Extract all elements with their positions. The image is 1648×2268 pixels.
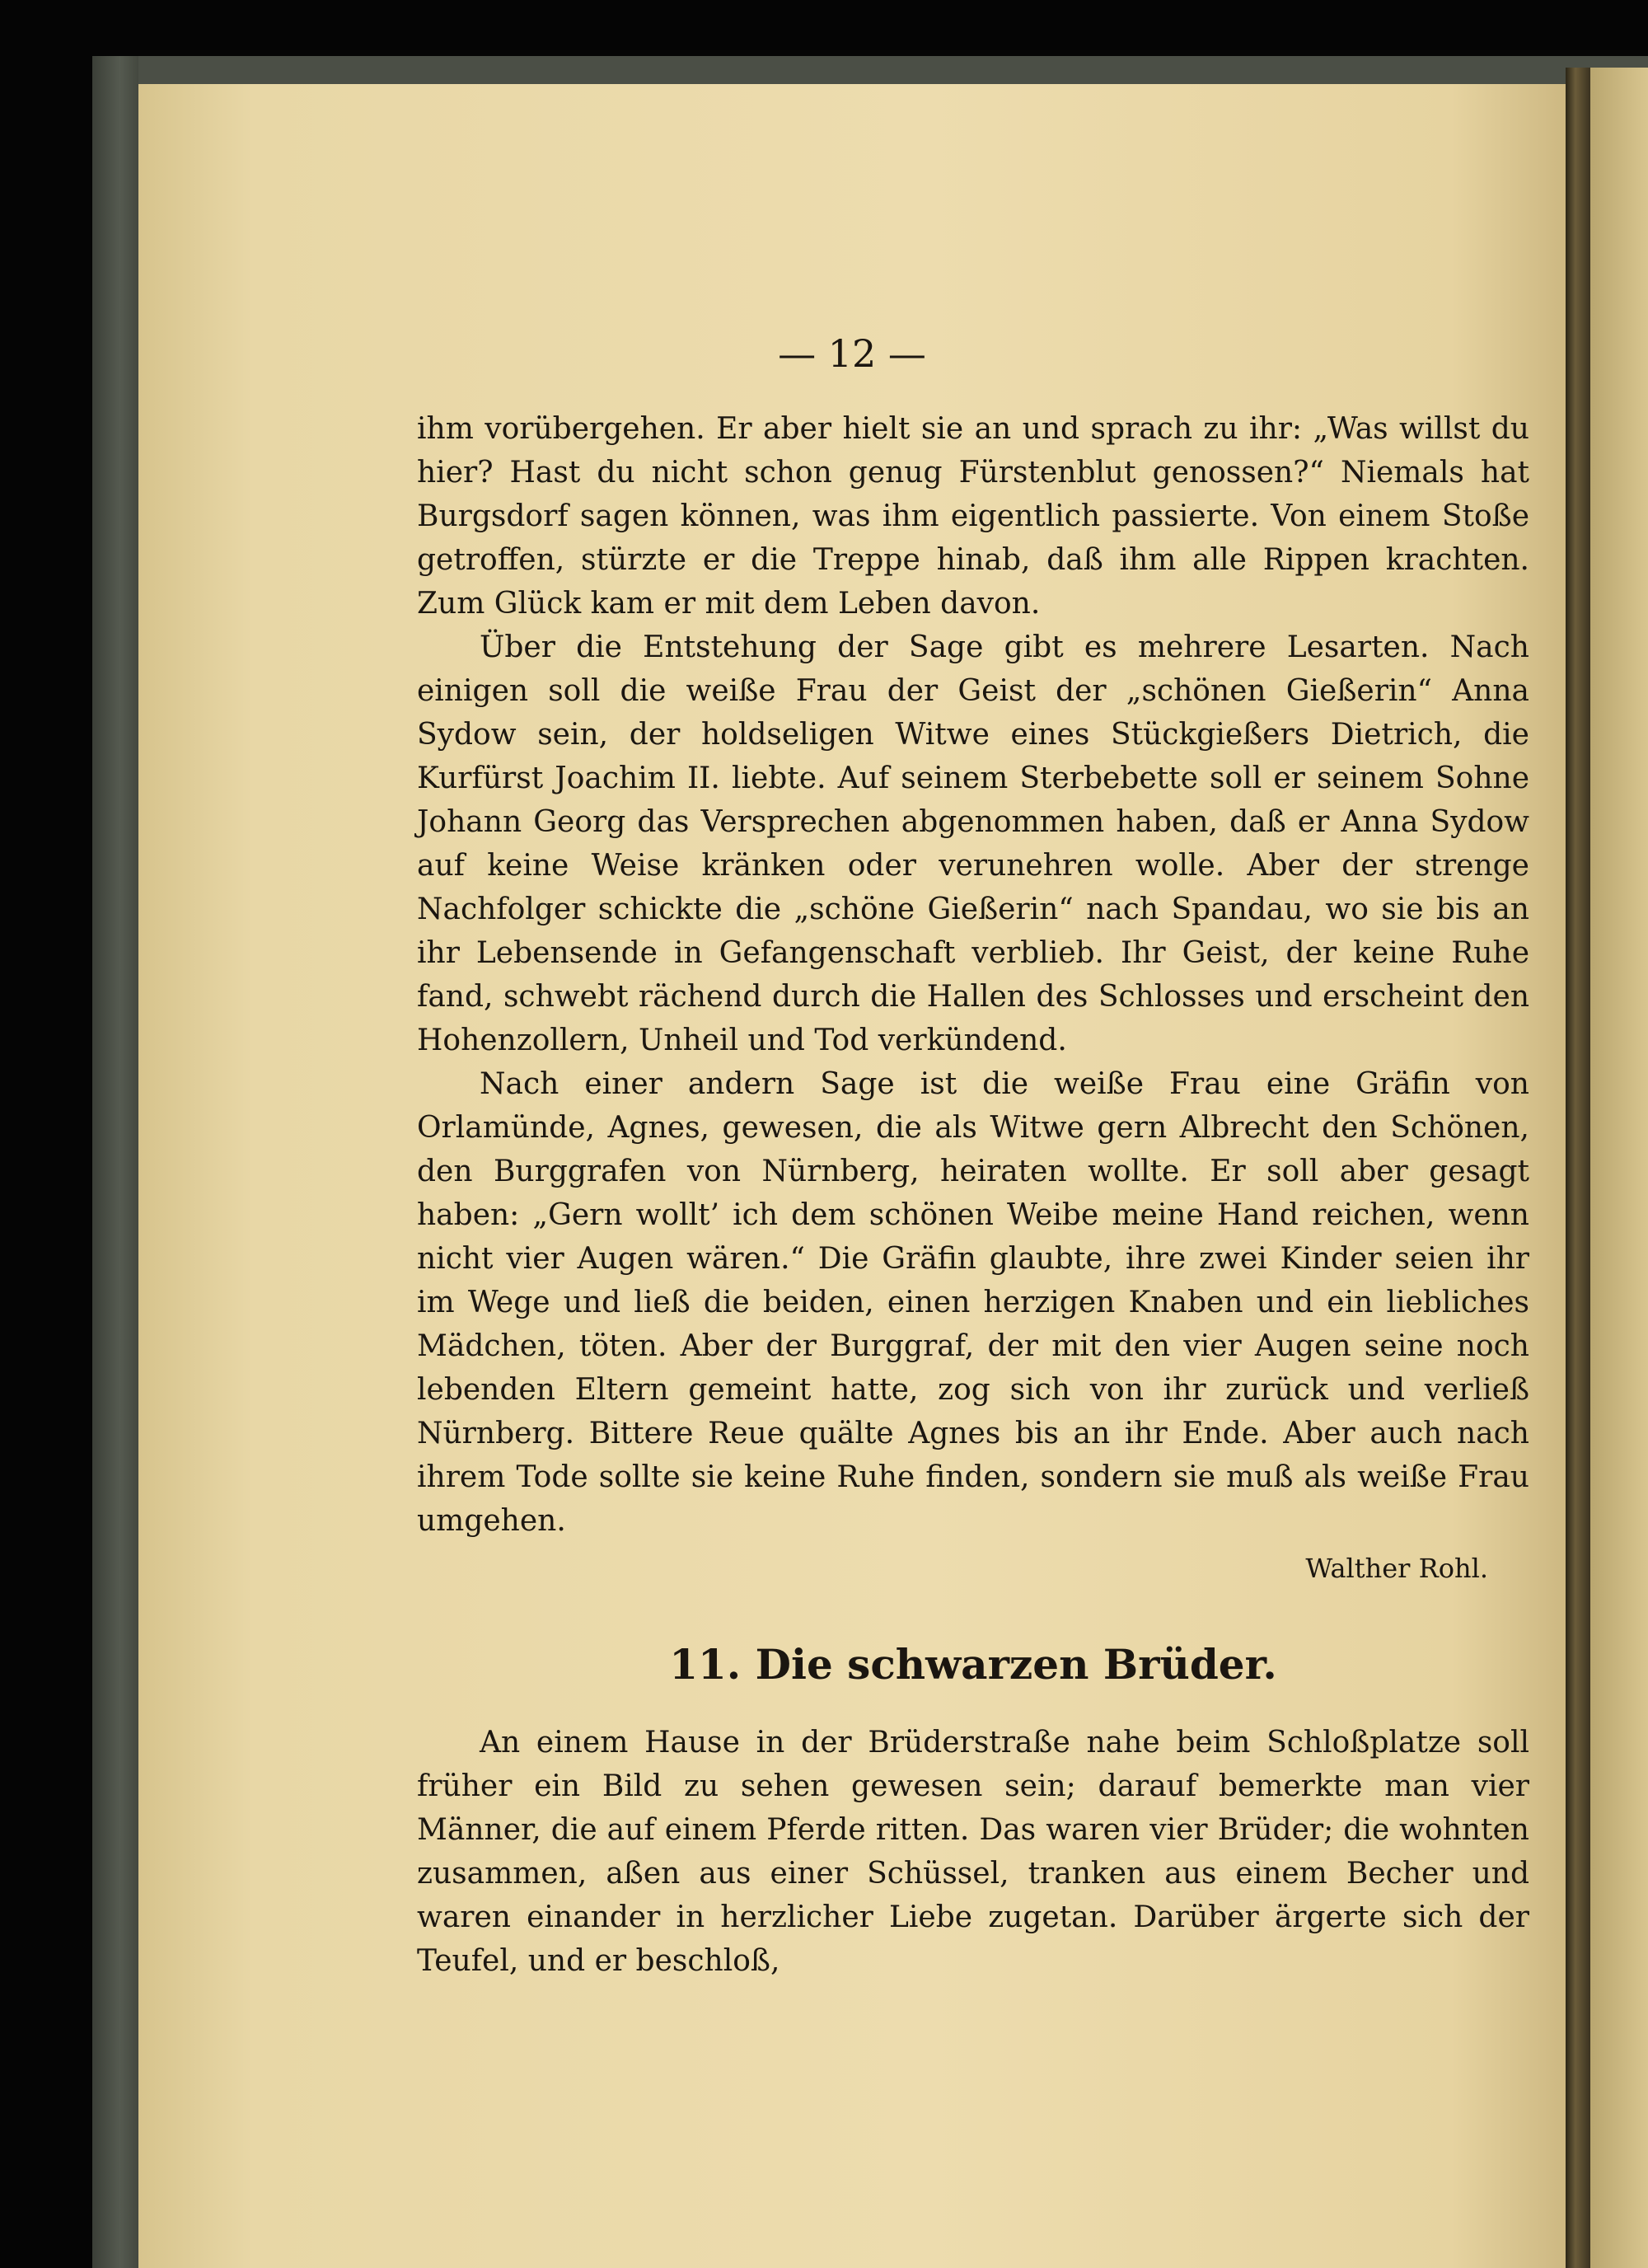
page-number: — 12 — [778,331,926,376]
paragraph-3: Nach einer andern Sage ist die weiße Frau eine Gräfin von Orlamünde, Agnes, gewesen, die als Witwe gern Albrecht den Schönen, den Burggrafen von Nürnberg, heiraten wollte. Er soll aber gesagt haben: „Gern wollt’ ich dem schönen Weibe meine Hand reichen, wenn nicht vier Augen wären.“ Die Gräfin glaubte, ihre zwei Kinder seien ihr im Wege und ließ die beiden, einen herzigen Knaben und ein liebliches Mädchen, töten. Aber der Burggraf, der mit den vier Augen seine noch lebenden Eltern gemeint hatte, zog sich von ihr zurück und verließ Nürnberg. Bittere Reue quälte Agnes bis an ihr Ende. Aber auch nach ihrem Tode sollte sie keine Ruhe finden, sondern sie muß als weiße Frau umgehen. [417,1067,1529,1538]
book-spine-edge [92,56,138,2268]
author-signature: Walther Rohl. [1305,1553,1488,1584]
paragraph-1: ihm vorübergehen. Er aber hielt sie an und sprach zu ihr: „Was willst du hier? Hast du nicht schon genug Fürstenblut genossen?“ Niemals hat Burgsdorf sagen können, was ihm eigentlich passierte. Von einem Stoße getroffen, stürzte er die Treppe hinab, daß ihm alle Rippen krachten. Zum Glück kam er mit dem Leben davon. [417,412,1529,621]
page-gutter [1566,68,1590,2268]
chapter-paragraph: An einem Hause in der Brüderstraße nahe beim Schloßplatze soll früher ein Bild zu sehen gewesen sein; darauf bemerkte man vier Männer, die auf einem Pferde ritten. Das waren vier Brüder; die wohnten zusammen, aßen aus einer Schüssel, tranken aus einem Becher und waren einander in herzlicher Liebe zugetan. Darüber ärgerte sich der Teufel, und er beschloß, [417,1726,1529,1978]
page-text [417,407,1529,1983]
book-page [138,84,1566,2268]
facing-page-edge [1590,68,1648,2268]
chapter-title: 11. Die schwarzen Brüder. [669,1640,1277,1689]
paragraph-2: Über die Entstehung der Sage gibt es mehrere Lesarten. Nach einigen soll die weiße Frau der Geist der „schönen Gießerin“ Anna Sydow sein, der holdseligen Witwe eines Stückgießers Dietrich, die Kurfürst Joachim II. liebte. Auf seinem Sterbebette soll er seinem Sohne Johann Georg das Versprechen abgenommen haben, daß er Anna Sydow auf keine Weise kränken oder verunehren wolle. Aber der strenge Nachfolger schickte die „schöne Gießerin“ nach Spandau, wo sie bis an ihr Lebensende in Gefangenschaft verblieb. Ihr Geist, der keine Ruhe fand, schwebt rächend durch die Hallen des Schlosses und erscheint den Hohenzollern, Unheil und Tod verkündend. [417,630,1529,1057]
